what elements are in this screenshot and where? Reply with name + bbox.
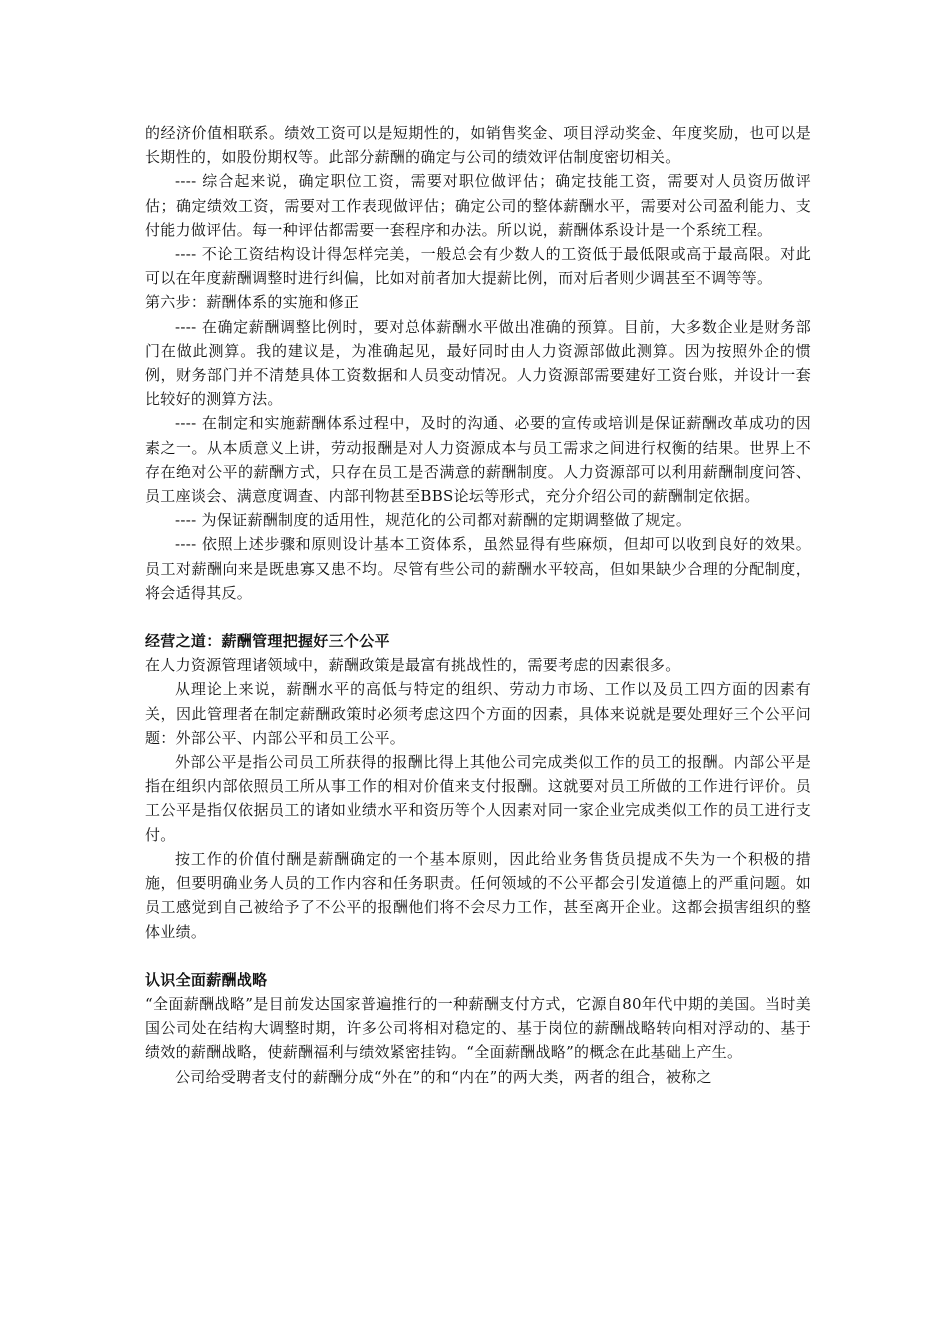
section-heading-three-fairness: 经营之道：薪酬管理把握好三个公平 [145, 632, 390, 651]
paragraph-communication: ---- 在制定和实施薪酬体系过程中，及时的沟通、必要的宣传或培训是保证薪酬改革成功的因素之一。从本质意义上讲，劳动报酬是对人力资源成本与员工需求之间进行权衡的结果。世界上不存在绝对公平的薪酬方式，只存在员工是否满意的薪酬制度。人力资源部可以利用薪酬制度问答、员工座谈会、满意度调查、内部刊物甚至BBS论坛等形式，充分介绍公司的薪酬制定依据。 [145, 414, 811, 506]
paragraph-budget-estimate: ---- 在确定薪酬调整比例时，要对总体薪酬水平做出准确的预算。目前，大多数企业是财务部门在做此测算。我的建议是，为准确起见，最好同时由人力资源部做此测算。因为按照外企的惯例，财务部门并不清楚具体工资数据和人员变动情况。人力资源部需要建好工资台账，并设计一套比较好的测算方法。 [145, 317, 811, 409]
paragraph-hr-challenge: 在人力资源管理诸领域中，薪酬政策是最富有挑战性的，需要考虑的因素很多。 [145, 656, 681, 675]
paragraph-theory: 从理论上来说，薪酬水平的高低与特定的组织、劳动力市场、工作以及员工四方面的因素有关，因此管理者在制定薪酬政策时必须考虑这四个方面的因素，具体来说就是要处理好三个公平问题：外部公平、内部公平和员工公平。 [145, 680, 811, 747]
paragraph-pay-by-value: 按工作的价值付酬是薪酬确定的一个基本原则，因此给业务售货员提成不失为一个积极的措施，但要明确业务人员的工作内容和任务职责。任何领域的不公平都会引发道德上的严重问题。如员工感觉到自己被给予了不公平的报酬他们将不会尽力工作，甚至离开企业。这都会损害组织的整体业绩。 [145, 849, 811, 941]
section-heading-total-compensation: 认识全面薪酬战略 [145, 970, 268, 989]
section-spacer [145, 944, 811, 968]
step-six-heading: 第六步：薪酬体系的实施和修正 [145, 293, 360, 312]
paragraph-performance-pay: 的经济价值相联系。绩效工资可以是短期性的，如销售奖金、项目浮动奖金、年度奖励，也可以是长期性的，如股份期权等。此部分薪酬的确定与公司的绩效评估制度密切相关。 [145, 124, 811, 167]
paragraph-fairness-definitions: 外部公平是指公司员工所获得的报酬比得上其他公司完成类似工作的员工的报酬。内部公平是指在组织内部依照员工所从事工作的相对价值来支付报酬。这就要对员工所做的工作进行评价。员工公平是指仅依据员工的诸如业绩水平和资历等个人因素对同一家企业完成类似工作的员工进行支付。 [145, 753, 811, 844]
paragraph-total-compensation-origin: “全面薪酬战略”是目前发达国家普遍推行的一种薪酬支付方式，它源自80年代中期的美国。当时美国公司处在结构大调整时期，许多公司将相对稳定的、基于岗位的薪酬战略转向相对浮动的、基于绩效的薪酬战略，使薪酬福利与绩效紧密挂钩。“全面薪酬战略”的概念在此基础上产生。 [145, 994, 811, 1062]
paragraph-periodic-adjustment: ---- 为保证薪酬制度的适用性，规范化的公司都对薪酬的定期调整做了规定。 [175, 511, 692, 530]
paragraph-internal-external: 公司给受聘者支付的薪酬分成“外在”的和“内在”的两大类，两者的组合，被称之 [175, 1067, 712, 1086]
paragraph-conclusion: ---- 依照上述步骤和原则设计基本工资体系，虽然显得有些麻烦，但却可以收到良好的效果。员工对薪酬向来是既患寡又患不均。尽管有些公司的薪酬水平较高，但如果缺少合理的分配制度，将会适得其反。 [145, 535, 811, 602]
section-spacer [145, 605, 811, 629]
paragraph-salary-correction: ---- 不论工资结构设计得怎样完美，一般总会有少数人的工资低于最低限或高于最高限。对此可以在年度薪酬调整时进行纠偏，比如对前者加大提薪比例，而对后者则少调甚至不调等等。 [145, 245, 811, 288]
paragraph-evaluation-summary: ---- 综合起来说，确定职位工资，需要对职位做评估；确定技能工资，需要对人员资历做评估；确定绩效工资，需要对工作表现做评估；确定公司的整体薪酬水平，需要对公司盈利能力、支付能力做评估。每一种评估都需要一套程序和办法。所以说，薪酬体系设计是一个系统工程。 [145, 172, 811, 239]
document-page [145, 121, 811, 1089]
